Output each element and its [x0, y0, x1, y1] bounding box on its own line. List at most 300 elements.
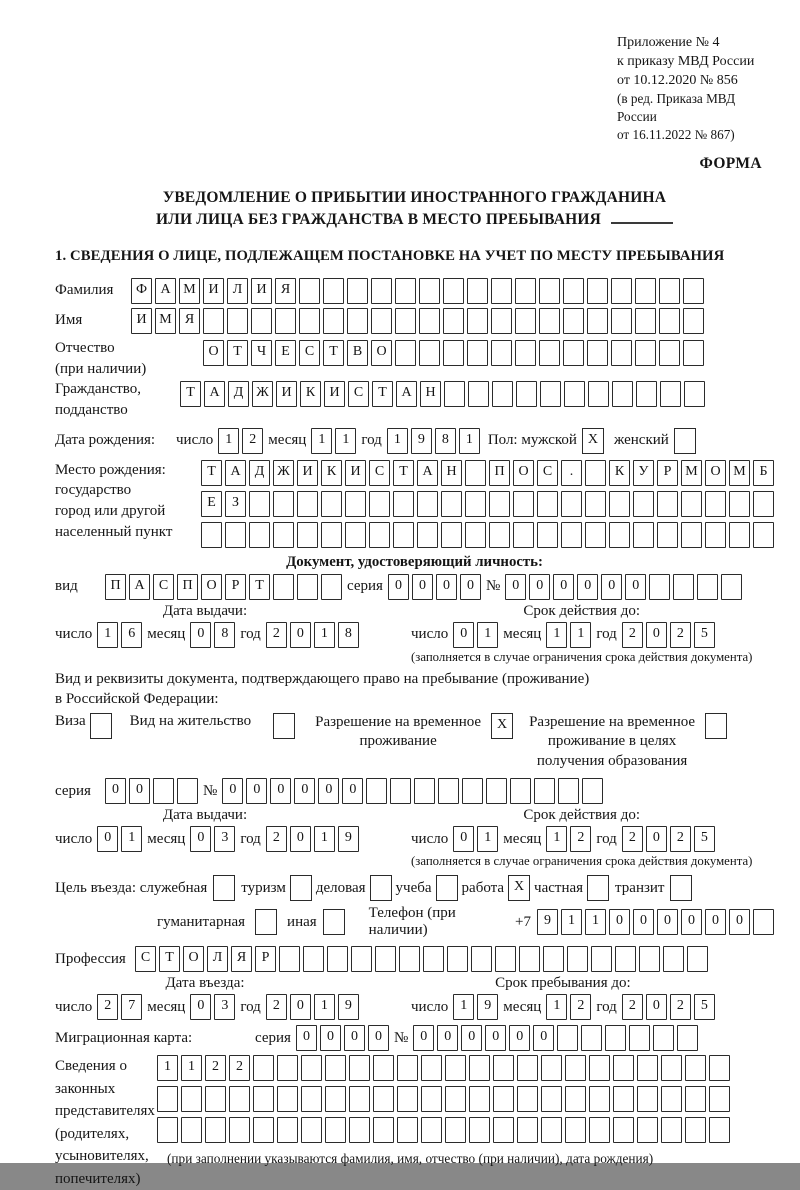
char-cell[interactable]: [567, 946, 588, 972]
char-cell[interactable]: П: [105, 574, 126, 600]
char-cell[interactable]: 0: [453, 826, 474, 852]
char-cell[interactable]: Л: [207, 946, 228, 972]
char-cell[interactable]: [443, 278, 464, 304]
char-cell[interactable]: 1: [585, 909, 606, 935]
char-cell[interactable]: 0: [705, 909, 726, 935]
char-cell[interactable]: И: [324, 381, 345, 407]
char-cell[interactable]: [445, 1086, 466, 1112]
char-cell[interactable]: 0: [657, 909, 678, 935]
char-cell[interactable]: 1: [314, 622, 335, 648]
char-cell[interactable]: Я: [179, 308, 200, 334]
visa-checkbox[interactable]: [90, 713, 112, 739]
char-cell[interactable]: [469, 1055, 490, 1081]
char-cell[interactable]: [465, 491, 486, 517]
char-cell[interactable]: [705, 522, 726, 548]
char-cell[interactable]: Т: [159, 946, 180, 972]
char-cell[interactable]: И: [251, 278, 272, 304]
char-cell[interactable]: [371, 278, 392, 304]
char-cell[interactable]: [541, 1086, 562, 1112]
char-cell[interactable]: 0: [190, 622, 211, 648]
char-cell[interactable]: 0: [294, 778, 315, 804]
char-cell[interactable]: 0: [533, 1025, 554, 1051]
char-cell[interactable]: [486, 778, 507, 804]
char-cell[interactable]: [467, 308, 488, 334]
char-cell[interactable]: 1: [561, 909, 582, 935]
char-cell[interactable]: [469, 1117, 490, 1143]
char-cell[interactable]: Н: [441, 460, 462, 486]
char-cell[interactable]: [419, 340, 440, 366]
char-cell[interactable]: [660, 381, 681, 407]
char-cell[interactable]: [587, 278, 608, 304]
char-cell[interactable]: [277, 1086, 298, 1112]
char-cell[interactable]: 8: [214, 622, 235, 648]
char-cell[interactable]: 0: [729, 909, 750, 935]
char-cell[interactable]: О: [371, 340, 392, 366]
char-cell[interactable]: 1: [477, 622, 498, 648]
char-cell[interactable]: [421, 1117, 442, 1143]
char-cell[interactable]: [558, 778, 579, 804]
char-cell[interactable]: [177, 778, 198, 804]
char-cell[interactable]: [515, 308, 536, 334]
char-cell[interactable]: [661, 1117, 682, 1143]
char-cell[interactable]: [349, 1117, 370, 1143]
char-cell[interactable]: 2: [570, 994, 591, 1020]
char-cell[interactable]: 0: [190, 826, 211, 852]
char-cell[interactable]: Р: [657, 460, 678, 486]
char-cell[interactable]: [465, 460, 486, 486]
char-cell[interactable]: [587, 308, 608, 334]
char-cell[interactable]: [419, 308, 440, 334]
char-cell[interactable]: [297, 491, 318, 517]
char-cell[interactable]: [253, 1055, 274, 1081]
char-cell[interactable]: [414, 778, 435, 804]
male-checkbox[interactable]: X: [582, 428, 604, 454]
char-cell[interactable]: [539, 278, 560, 304]
char-cell[interactable]: 2: [570, 826, 591, 852]
char-cell[interactable]: 0: [246, 778, 267, 804]
temp-residence-checkbox[interactable]: X: [491, 713, 513, 739]
char-cell[interactable]: 1: [453, 994, 474, 1020]
char-cell[interactable]: 0: [601, 574, 622, 600]
char-cell[interactable]: [683, 278, 704, 304]
char-cell[interactable]: С: [369, 460, 390, 486]
char-cell[interactable]: Я: [275, 278, 296, 304]
char-cell[interactable]: С: [348, 381, 369, 407]
char-cell[interactable]: 8: [338, 622, 359, 648]
char-cell[interactable]: [753, 909, 774, 935]
char-cell[interactable]: [417, 522, 438, 548]
char-cell[interactable]: 0: [222, 778, 243, 804]
char-cell[interactable]: [612, 381, 633, 407]
char-cell[interactable]: А: [396, 381, 417, 407]
char-cell[interactable]: [491, 340, 512, 366]
char-cell[interactable]: С: [537, 460, 558, 486]
char-cell[interactable]: [635, 278, 656, 304]
char-cell[interactable]: [423, 946, 444, 972]
char-cell[interactable]: Р: [225, 574, 246, 600]
char-cell[interactable]: [635, 340, 656, 366]
purpose-business-checkbox[interactable]: [370, 875, 392, 901]
char-cell[interactable]: [201, 522, 222, 548]
char-cell[interactable]: [297, 574, 318, 600]
char-cell[interactable]: [613, 1055, 634, 1081]
temp-education-checkbox[interactable]: [705, 713, 727, 739]
char-cell[interactable]: [251, 308, 272, 334]
char-cell[interactable]: [637, 1117, 658, 1143]
char-cell[interactable]: [441, 522, 462, 548]
char-cell[interactable]: С: [299, 340, 320, 366]
char-cell[interactable]: 1: [218, 428, 239, 454]
char-cell[interactable]: [673, 574, 694, 600]
char-cell[interactable]: 0: [553, 574, 574, 600]
char-cell[interactable]: [351, 946, 372, 972]
char-cell[interactable]: З: [225, 491, 246, 517]
char-cell[interactable]: 1: [570, 622, 591, 648]
char-cell[interactable]: [685, 1117, 706, 1143]
char-cell[interactable]: Р: [255, 946, 276, 972]
char-cell[interactable]: [465, 522, 486, 548]
char-cell[interactable]: 1: [459, 428, 480, 454]
char-cell[interactable]: [491, 278, 512, 304]
char-cell[interactable]: [275, 308, 296, 334]
char-cell[interactable]: [537, 522, 558, 548]
char-cell[interactable]: [390, 778, 411, 804]
char-cell[interactable]: [373, 1086, 394, 1112]
char-cell[interactable]: [543, 946, 564, 972]
char-cell[interactable]: [229, 1117, 250, 1143]
char-cell[interactable]: [277, 1055, 298, 1081]
char-cell[interactable]: М: [155, 308, 176, 334]
char-cell[interactable]: О: [203, 340, 224, 366]
char-cell[interactable]: [157, 1086, 178, 1112]
char-cell[interactable]: [369, 491, 390, 517]
char-cell[interactable]: [534, 778, 555, 804]
char-cell[interactable]: П: [177, 574, 198, 600]
char-cell[interactable]: [589, 1086, 610, 1112]
char-cell[interactable]: 5: [694, 622, 715, 648]
char-cell[interactable]: 0: [105, 778, 126, 804]
char-cell[interactable]: 2: [670, 994, 691, 1020]
char-cell[interactable]: [417, 491, 438, 517]
char-cell[interactable]: [421, 1055, 442, 1081]
char-cell[interactable]: [663, 946, 684, 972]
char-cell[interactable]: 2: [266, 994, 287, 1020]
char-cell[interactable]: 0: [412, 574, 433, 600]
char-cell[interactable]: А: [417, 460, 438, 486]
char-cell[interactable]: [277, 1117, 298, 1143]
char-cell[interactable]: 9: [477, 994, 498, 1020]
char-cell[interactable]: [587, 340, 608, 366]
char-cell[interactable]: [585, 491, 606, 517]
char-cell[interactable]: 9: [338, 994, 359, 1020]
char-cell[interactable]: [489, 522, 510, 548]
char-cell[interactable]: [421, 1086, 442, 1112]
char-cell[interactable]: [721, 574, 742, 600]
char-cell[interactable]: [565, 1055, 586, 1081]
char-cell[interactable]: [605, 1025, 626, 1051]
char-cell[interactable]: [539, 340, 560, 366]
char-cell[interactable]: [515, 278, 536, 304]
char-cell[interactable]: 0: [368, 1025, 389, 1051]
char-cell[interactable]: 2: [622, 826, 643, 852]
char-cell[interactable]: [467, 340, 488, 366]
char-cell[interactable]: [729, 491, 750, 517]
char-cell[interactable]: 0: [625, 574, 646, 600]
char-cell[interactable]: [613, 1086, 634, 1112]
char-cell[interactable]: М: [179, 278, 200, 304]
char-cell[interactable]: [591, 946, 612, 972]
char-cell[interactable]: И: [297, 460, 318, 486]
char-cell[interactable]: 0: [529, 574, 550, 600]
char-cell[interactable]: [585, 460, 606, 486]
char-cell[interactable]: Е: [275, 340, 296, 366]
char-cell[interactable]: [153, 778, 174, 804]
char-cell[interactable]: [438, 778, 459, 804]
char-cell[interactable]: [637, 1055, 658, 1081]
char-cell[interactable]: [516, 381, 537, 407]
char-cell[interactable]: Т: [249, 574, 270, 600]
char-cell[interactable]: [633, 491, 654, 517]
char-cell[interactable]: [540, 381, 561, 407]
char-cell[interactable]: К: [609, 460, 630, 486]
purpose-transit-checkbox[interactable]: [670, 875, 692, 901]
char-cell[interactable]: [299, 278, 320, 304]
char-cell[interactable]: [681, 491, 702, 517]
char-cell[interactable]: [299, 308, 320, 334]
char-cell[interactable]: [447, 946, 468, 972]
char-cell[interactable]: [615, 946, 636, 972]
char-cell[interactable]: 1: [314, 994, 335, 1020]
char-cell[interactable]: [279, 946, 300, 972]
char-cell[interactable]: 0: [318, 778, 339, 804]
char-cell[interactable]: А: [225, 460, 246, 486]
char-cell[interactable]: [445, 1055, 466, 1081]
char-cell[interactable]: [253, 1117, 274, 1143]
char-cell[interactable]: [513, 491, 534, 517]
char-cell[interactable]: А: [204, 381, 225, 407]
char-cell[interactable]: О: [513, 460, 534, 486]
char-cell[interactable]: О: [183, 946, 204, 972]
char-cell[interactable]: 1: [157, 1055, 178, 1081]
char-cell[interactable]: [397, 1055, 418, 1081]
char-cell[interactable]: [297, 522, 318, 548]
char-cell[interactable]: [273, 491, 294, 517]
char-cell[interactable]: М: [681, 460, 702, 486]
char-cell[interactable]: [395, 308, 416, 334]
char-cell[interactable]: [493, 1086, 514, 1112]
char-cell[interactable]: [468, 381, 489, 407]
char-cell[interactable]: [659, 308, 680, 334]
char-cell[interactable]: 1: [181, 1055, 202, 1081]
char-cell[interactable]: [705, 491, 726, 517]
char-cell[interactable]: П: [489, 460, 510, 486]
char-cell[interactable]: [373, 1055, 394, 1081]
char-cell[interactable]: [327, 946, 348, 972]
char-cell[interactable]: [585, 522, 606, 548]
char-cell[interactable]: 0: [646, 994, 667, 1020]
char-cell[interactable]: [393, 522, 414, 548]
char-cell[interactable]: [563, 278, 584, 304]
char-cell[interactable]: 0: [646, 622, 667, 648]
char-cell[interactable]: [301, 1055, 322, 1081]
char-cell[interactable]: [677, 1025, 698, 1051]
char-cell[interactable]: С: [153, 574, 174, 600]
char-cell[interactable]: [683, 340, 704, 366]
char-cell[interactable]: [517, 1117, 538, 1143]
char-cell[interactable]: [609, 522, 630, 548]
char-cell[interactable]: 5: [694, 826, 715, 852]
char-cell[interactable]: [613, 1117, 634, 1143]
char-cell[interactable]: 1: [314, 826, 335, 852]
char-cell[interactable]: [685, 1055, 706, 1081]
char-cell[interactable]: [419, 278, 440, 304]
char-cell[interactable]: 2: [670, 622, 691, 648]
char-cell[interactable]: [639, 946, 660, 972]
char-cell[interactable]: 2: [242, 428, 263, 454]
char-cell[interactable]: 0: [344, 1025, 365, 1051]
char-cell[interactable]: Т: [372, 381, 393, 407]
char-cell[interactable]: [203, 308, 224, 334]
char-cell[interactable]: [709, 1055, 730, 1081]
char-cell[interactable]: [649, 574, 670, 600]
char-cell[interactable]: [375, 946, 396, 972]
char-cell[interactable]: [564, 381, 585, 407]
char-cell[interactable]: Н: [420, 381, 441, 407]
char-cell[interactable]: [325, 1055, 346, 1081]
char-cell[interactable]: Т: [393, 460, 414, 486]
char-cell[interactable]: [561, 522, 582, 548]
char-cell[interactable]: [611, 340, 632, 366]
char-cell[interactable]: 0: [290, 622, 311, 648]
char-cell[interactable]: Д: [249, 460, 270, 486]
char-cell[interactable]: 2: [266, 622, 287, 648]
char-cell[interactable]: 1: [546, 622, 567, 648]
char-cell[interactable]: [399, 946, 420, 972]
char-cell[interactable]: [273, 522, 294, 548]
char-cell[interactable]: [441, 491, 462, 517]
char-cell[interactable]: [471, 946, 492, 972]
purpose-study-checkbox[interactable]: [436, 875, 458, 901]
char-cell[interactable]: 5: [694, 994, 715, 1020]
char-cell[interactable]: Т: [201, 460, 222, 486]
purpose-private-checkbox[interactable]: [587, 875, 609, 901]
char-cell[interactable]: 6: [121, 622, 142, 648]
char-cell[interactable]: [515, 340, 536, 366]
char-cell[interactable]: [681, 522, 702, 548]
char-cell[interactable]: 0: [413, 1025, 434, 1051]
char-cell[interactable]: [517, 1055, 538, 1081]
char-cell[interactable]: [492, 381, 513, 407]
char-cell[interactable]: Т: [323, 340, 344, 366]
char-cell[interactable]: [539, 308, 560, 334]
char-cell[interactable]: Д: [228, 381, 249, 407]
char-cell[interactable]: 0: [388, 574, 409, 600]
char-cell[interactable]: [325, 1117, 346, 1143]
char-cell[interactable]: [657, 491, 678, 517]
char-cell[interactable]: [249, 491, 270, 517]
char-cell[interactable]: 3: [214, 826, 235, 852]
char-cell[interactable]: М: [729, 460, 750, 486]
char-cell[interactable]: [491, 308, 512, 334]
char-cell[interactable]: .: [561, 460, 582, 486]
char-cell[interactable]: [589, 1055, 610, 1081]
char-cell[interactable]: [205, 1086, 226, 1112]
char-cell[interactable]: 0: [290, 994, 311, 1020]
char-cell[interactable]: [489, 491, 510, 517]
char-cell[interactable]: [657, 522, 678, 548]
char-cell[interactable]: 7: [121, 994, 142, 1020]
char-cell[interactable]: [753, 522, 774, 548]
char-cell[interactable]: 0: [436, 574, 457, 600]
char-cell[interactable]: [301, 1117, 322, 1143]
char-cell[interactable]: 0: [190, 994, 211, 1020]
char-cell[interactable]: 0: [296, 1025, 317, 1051]
char-cell[interactable]: 2: [622, 994, 643, 1020]
char-cell[interactable]: [397, 1086, 418, 1112]
char-cell[interactable]: 0: [97, 826, 118, 852]
char-cell[interactable]: [393, 491, 414, 517]
char-cell[interactable]: 1: [546, 994, 567, 1020]
char-cell[interactable]: О: [705, 460, 726, 486]
char-cell[interactable]: [683, 308, 704, 334]
char-cell[interactable]: [635, 308, 656, 334]
char-cell[interactable]: [661, 1055, 682, 1081]
char-cell[interactable]: [510, 778, 531, 804]
char-cell[interactable]: [659, 340, 680, 366]
char-cell[interactable]: [366, 778, 387, 804]
char-cell[interactable]: [273, 574, 294, 600]
char-cell[interactable]: [371, 308, 392, 334]
char-cell[interactable]: [227, 308, 248, 334]
char-cell[interactable]: Е: [201, 491, 222, 517]
char-cell[interactable]: С: [135, 946, 156, 972]
char-cell[interactable]: И: [131, 308, 152, 334]
char-cell[interactable]: 0: [577, 574, 598, 600]
char-cell[interactable]: [181, 1086, 202, 1112]
char-cell[interactable]: [563, 340, 584, 366]
char-cell[interactable]: 1: [335, 428, 356, 454]
char-cell[interactable]: 0: [509, 1025, 530, 1051]
char-cell[interactable]: 2: [670, 826, 691, 852]
char-cell[interactable]: [636, 381, 657, 407]
char-cell[interactable]: 1: [121, 826, 142, 852]
char-cell[interactable]: 0: [453, 622, 474, 648]
char-cell[interactable]: 9: [537, 909, 558, 935]
char-cell[interactable]: [321, 491, 342, 517]
char-cell[interactable]: В: [347, 340, 368, 366]
char-cell[interactable]: [253, 1086, 274, 1112]
char-cell[interactable]: 0: [485, 1025, 506, 1051]
char-cell[interactable]: [537, 491, 558, 517]
char-cell[interactable]: [462, 778, 483, 804]
purpose-other-checkbox[interactable]: [323, 909, 345, 935]
char-cell[interactable]: [589, 1117, 610, 1143]
char-cell[interactable]: [373, 1117, 394, 1143]
char-cell[interactable]: Ж: [252, 381, 273, 407]
char-cell[interactable]: [495, 946, 516, 972]
char-cell[interactable]: [323, 278, 344, 304]
char-cell[interactable]: [565, 1117, 586, 1143]
char-cell[interactable]: [633, 522, 654, 548]
char-cell[interactable]: 0: [129, 778, 150, 804]
char-cell[interactable]: 1: [477, 826, 498, 852]
purpose-humanitarian-checkbox[interactable]: [255, 909, 277, 935]
char-cell[interactable]: 0: [609, 909, 630, 935]
char-cell[interactable]: [157, 1117, 178, 1143]
char-cell[interactable]: [225, 522, 246, 548]
purpose-work-checkbox[interactable]: X: [508, 875, 530, 901]
char-cell[interactable]: [685, 1086, 706, 1112]
